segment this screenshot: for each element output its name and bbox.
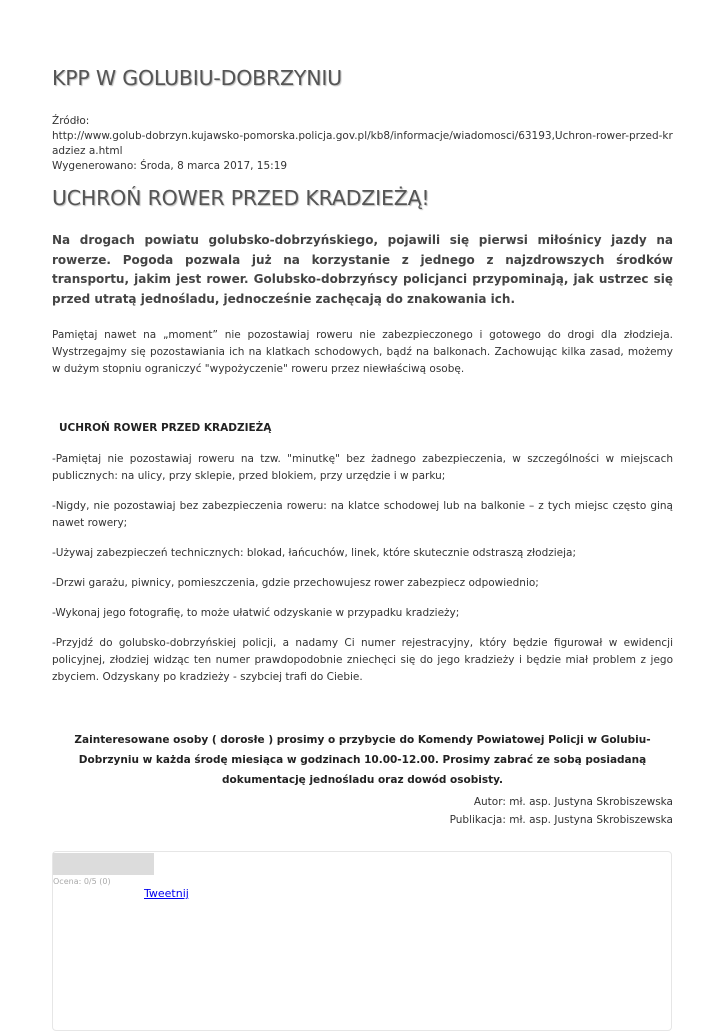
article-title: UCHROŃ ROWER PRZED KRADZIEŻĄ! <box>52 186 430 210</box>
rating-stars-bar[interactable] <box>53 853 154 875</box>
tip-item: -Wykonaj jego fotografię, to może ułatwić odzyskanie w przypadku kradzieży; <box>52 607 460 619</box>
source-meta <box>52 114 673 174</box>
tip-item: -Pamiętaj nie pozostawiaj roweru na tzw. "minutkę" bez żadnego zabezpieczenia, w szczególności w miejscach publicznych: na ulicy, przy sklepie, przed blokiem, przy urzędzie i w parku; <box>52 453 673 482</box>
tip-item: -Nigdy, nie pozostawiaj bez zabezpieczenia roweru: na klatce schodowej lub na balkonie – z tych miejsc często giną nawet rowery; <box>52 500 673 529</box>
publication-credit: Publikacja: mł. asp. Justyna Skrobiszewska <box>449 814 673 826</box>
tip-item: -Przyjdź do golubsko-dobrzyńskiej policji, a nadamy Ci numer rejestracyjny, który będzie figurował w ewidencji policyjnej, złodziej widząc ten numer prawdopodobnie zniechęci się do jego kradzieży i będzie miał problem z jego zbyciem. Odzyskany po kradzieży - szybciej trafi do Ciebie. <box>52 637 673 683</box>
article-intro: Pamiętaj nawet na „moment” nie pozostawiaj roweru nie zabezpieczonego i gotowego do drogi dla złodzieja. Wystrzegajmy się pozostawiania ich na klatkach schodowych, bądź na balkonach. Zachowując kilka zasad, możemy w dużym stopniu ograniczyć "wypożyczenie" roweru przez niewłaściwą osobę. <box>52 329 673 375</box>
generated-date: Wygenerowano: Środa, 8 marca 2017, 15:19 <box>52 160 288 172</box>
tweet-link[interactable]: Tweetnij <box>144 887 189 900</box>
source-label: Źródło: <box>52 115 90 127</box>
rating-share-box <box>52 851 672 1031</box>
article-lead: Na drogach powiatu golubsko-dobrzyńskiego, pojawili się pierwsi miłośnicy jazdy na rowerze. Pogoda pozwala już na korzystanie z jednego z najzdrowszych środków transportu, jakim jest rower. Golubsko-dobrzyńscy policjanci przypominają, jak ustrzec się przed utratą jednośladu, jednocześnie zachęcają do znakowania ich. <box>52 233 673 306</box>
site-title: KPP W GOLUBIU-DOBRZYNIU <box>52 66 342 90</box>
tip-item: -Drzwi garażu, piwnicy, pomieszczenia, gdzie przechowujesz rower zabezpiecz odpowiednio; <box>52 577 539 589</box>
source-url: http://www.golub-dobrzyn.kujawsko-pomorska.policja.gov.pl/kb8/informacje/wiadomosci/63193,Uchron-rower-przed-kradziez a.html <box>52 130 673 157</box>
visit-notice: Zainteresowane osoby ( dorosłe ) prosimy o przybycie do Komendy Powiatowej Policji w Golubiu-Dobrzyniu w każda środę miesiąca w godzinach 10.00-12.00. Prosimy zabrać ze sobą posiadaną dokumentację jednośladu oraz dowód osobisty. <box>74 734 651 786</box>
rating-label: Ocena: 0/5 (0) <box>53 877 111 886</box>
author-credit: Autor: mł. asp. Justyna Skrobiszewska <box>473 796 673 808</box>
article-subheading: UCHROŃ ROWER PRZED KRADZIEŻĄ <box>59 422 272 434</box>
tip-item: -Używaj zabezpieczeń technicznych: blokad, łańcuchów, linek, które skutecznie odstraszą złodzieja; <box>52 547 577 559</box>
